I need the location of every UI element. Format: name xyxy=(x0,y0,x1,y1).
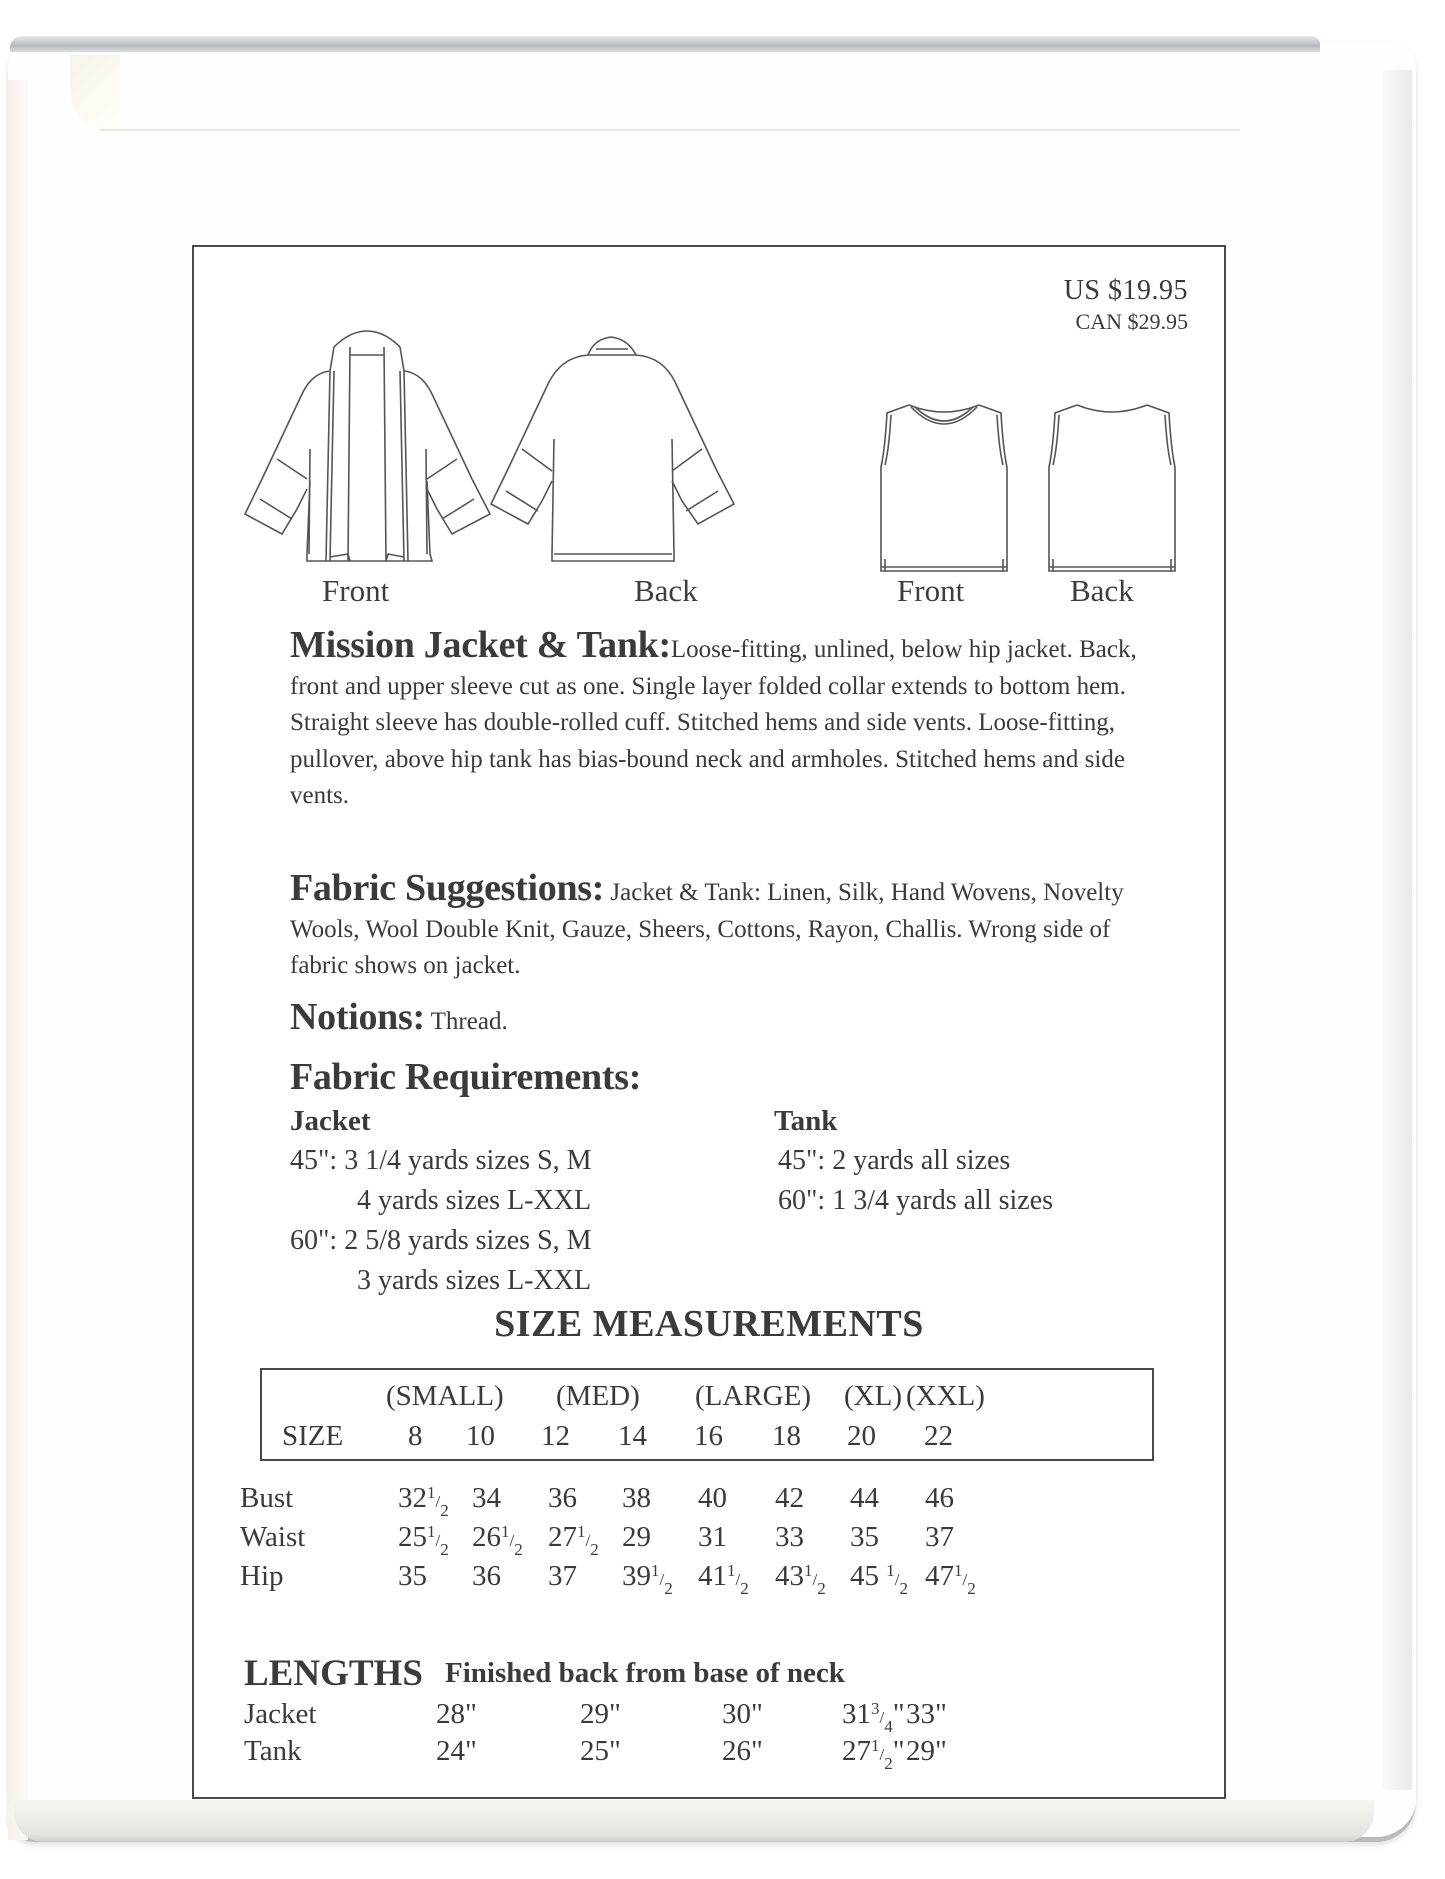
measurement-value: 26" xyxy=(722,1735,763,1767)
measurement-value: 44 xyxy=(850,1482,879,1514)
length-label: Tank xyxy=(244,1735,302,1767)
measurement-value: 391/2 xyxy=(622,1560,673,1598)
tank-req-line: 60": 1 3/4 yards all sizes xyxy=(778,1185,1054,1216)
measurement-value: 36 xyxy=(472,1560,501,1592)
size-group: (XL) xyxy=(844,1380,902,1412)
fraction: 1/2 xyxy=(577,1522,599,1559)
envelope-top-edge xyxy=(10,36,1320,52)
measurement-value: 36 xyxy=(548,1482,577,1514)
measurement-value: 33" xyxy=(906,1698,947,1730)
fraction: 3/4 xyxy=(871,1699,893,1736)
measurement-value: 42 xyxy=(775,1482,804,1514)
size-header-box xyxy=(260,1368,1154,1461)
measurement-value: 29" xyxy=(580,1698,621,1730)
measurement-value: 31 xyxy=(698,1521,727,1553)
measurement-value: 29" xyxy=(906,1735,947,1767)
fraction: 1/2 xyxy=(427,1522,449,1559)
tank-front-illustration xyxy=(879,399,1009,579)
size-number: 18 xyxy=(772,1420,801,1452)
fraction: 1/2 xyxy=(954,1561,976,1598)
jacket-req-line: 60": 2 5/8 yards sizes S, M xyxy=(290,1225,592,1256)
notions-section xyxy=(290,996,1160,1041)
fraction: 1/2 xyxy=(886,1561,908,1598)
envelope-left-fold xyxy=(8,80,28,1840)
label-jacket-back: Back xyxy=(634,573,698,608)
size-group: (XXL) xyxy=(906,1380,985,1412)
jacket-req-line: 4 yards sizes L-XXL xyxy=(357,1185,592,1216)
measurement-value: 431/2 xyxy=(775,1560,826,1598)
fabric-suggestions-section xyxy=(290,867,1150,985)
description-title: Mission Jacket & Tank: xyxy=(290,624,671,666)
description-section xyxy=(290,624,1150,815)
size-number: 14 xyxy=(618,1420,647,1452)
measurement-value: 251/2 xyxy=(398,1521,449,1559)
lengths-title: LENGTHS xyxy=(244,1653,423,1694)
jacket-req-line: 3 yards sizes L-XXL xyxy=(357,1265,592,1296)
measurement-value: 35 xyxy=(850,1521,879,1553)
measurement-label: Waist xyxy=(240,1521,306,1553)
size-group: (MED) xyxy=(556,1380,640,1412)
measurement-value: 38 xyxy=(622,1482,651,1514)
measurement-value: 35 xyxy=(398,1560,427,1592)
description-text: Loose-fitting, unlined, below hip jacket. Back, front and upper sleeve cut as one. Single layer folded collar extends to bottom hem. Straight sleeve has double-rolled cuff. Stitched hems and side vents. Loose-fitting, pullover, above hip tank has bias-bound neck and armholes. Stitched hems and side vents. xyxy=(290,636,1137,809)
size-measurements-title: SIZE MEASUREMENTS xyxy=(494,1303,924,1345)
measurement-value: 25" xyxy=(580,1735,621,1767)
measurement-value: 37 xyxy=(925,1521,954,1553)
tank-req-line: 45": 2 yards all sizes xyxy=(778,1145,1011,1176)
notions-title: Notions: xyxy=(290,996,425,1038)
size-number: 8 xyxy=(408,1420,423,1452)
measurement-value: 45 1/2 xyxy=(850,1560,908,1598)
measurement-value: 321/2 xyxy=(398,1482,449,1520)
fraction: 1/2 xyxy=(427,1483,449,1520)
tank-requirements xyxy=(774,1101,1053,1221)
fabric-requirements-title: Fabric Requirements: xyxy=(290,1056,642,1098)
notions-text: Thread. xyxy=(430,1008,508,1035)
measurement-value: 40 xyxy=(698,1482,727,1514)
label-jacket-front: Front xyxy=(322,573,390,608)
fraction: 1/2 xyxy=(501,1522,523,1559)
fraction: 1/2 xyxy=(727,1561,749,1598)
size-group: (LARGE) xyxy=(695,1380,811,1412)
price-can: CAN $29.95 xyxy=(1075,309,1188,334)
fabric-suggestions-text: Jacket & Tank: Linen, Silk, Hand Wovens, Novelty Wools, Wool Double Knit, Gauze, Sheers, Cottons, Rayon, Challis. Wrong side of fabric shows on jacket. xyxy=(290,879,1124,979)
size-number: 20 xyxy=(847,1420,876,1452)
measurement-value: 29 xyxy=(622,1521,651,1553)
measurement-value: 24" xyxy=(436,1735,477,1767)
size-number: 22 xyxy=(924,1420,953,1452)
measurement-value: 46 xyxy=(925,1482,954,1514)
measurement-value: 34 xyxy=(472,1482,501,1514)
measurement-value: 33 xyxy=(775,1521,804,1553)
size-label: SIZE xyxy=(282,1420,344,1452)
size-group: (SMALL) xyxy=(386,1380,504,1412)
measurement-value: 411/2 xyxy=(698,1560,749,1598)
measurement-value: 261/2 xyxy=(472,1521,523,1559)
label-tank-front: Front xyxy=(897,573,965,608)
measurement-value: 28" xyxy=(436,1698,477,1730)
fraction: 1/2 xyxy=(651,1561,673,1598)
measurement-value: 271/2 xyxy=(548,1521,599,1559)
envelope-bottom-edge xyxy=(14,1800,1374,1842)
measurement-value: 37 xyxy=(548,1560,577,1592)
tank-back-illustration xyxy=(1047,399,1177,579)
envelope-flap-line xyxy=(100,129,1240,131)
jacket-requirements-heading: Jacket xyxy=(290,1105,371,1137)
measurement-value: 471/2 xyxy=(925,1560,976,1598)
fabric-suggestions-title: Fabric Suggestions: xyxy=(290,867,605,909)
measurement-label: Hip xyxy=(240,1560,284,1592)
envelope-right-fold xyxy=(1382,70,1412,1790)
measurement-label: Bust xyxy=(240,1482,294,1514)
jacket-front-illustration xyxy=(242,329,507,579)
size-number: 12 xyxy=(541,1420,570,1452)
length-label: Jacket xyxy=(244,1698,317,1730)
pattern-back-panel xyxy=(192,245,1226,1799)
price-us: US $19.95 xyxy=(1063,275,1188,306)
jacket-requirements xyxy=(290,1101,592,1301)
jacket-back-illustration xyxy=(486,329,751,579)
size-number: 10 xyxy=(466,1420,495,1452)
measurement-value: 271/2" xyxy=(842,1735,905,1773)
size-number: 16 xyxy=(694,1420,723,1452)
tank-requirements-heading: Tank xyxy=(774,1105,838,1137)
fraction: 1/2 xyxy=(804,1561,826,1598)
lengths-subtitle: Finished back from base of neck xyxy=(445,1657,845,1689)
measurement-value: 30" xyxy=(722,1698,763,1730)
fraction: 1/2 xyxy=(871,1736,893,1773)
jacket-req-line: 45": 3 1/4 yards sizes S, M xyxy=(290,1145,592,1176)
measurement-value: 313/4" xyxy=(842,1698,905,1736)
label-tank-back: Back xyxy=(1070,573,1134,608)
